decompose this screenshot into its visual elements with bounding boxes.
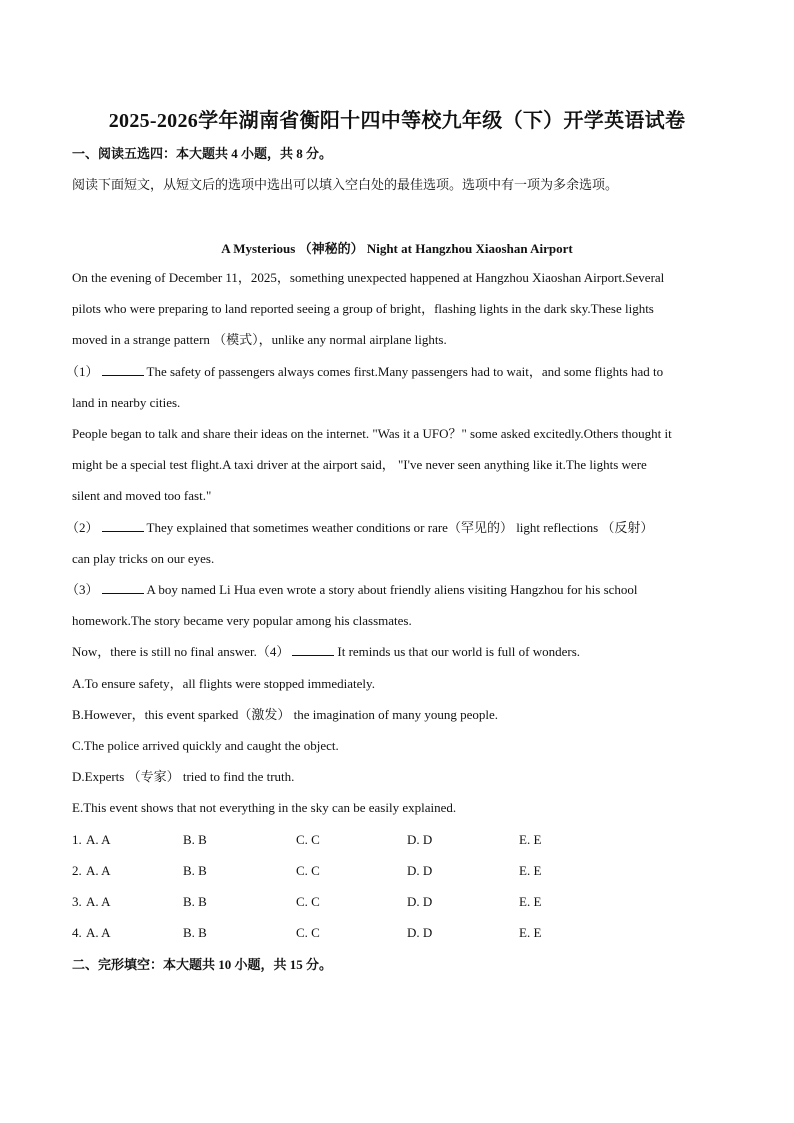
passage-line: On the evening of December 11，2025，something unexpected happened at Hangzhou Xiaoshan Airport.Several (72, 270, 665, 285)
answer-choice-e[interactable]: E. E (519, 863, 542, 878)
blank-1 (102, 363, 144, 376)
passage-line-blank-2 (66, 518, 722, 538)
passage-text: They explained that sometimes weather conditions or rare（罕见的） light reflections （反射） (146, 520, 654, 535)
blank-2 (102, 519, 144, 532)
answer-choice-c[interactable]: C. C (296, 863, 320, 878)
answer-choice-b[interactable]: B. B (183, 894, 207, 909)
answer-choice-d[interactable]: D. D (407, 925, 433, 940)
answer-choice-b[interactable]: B. B (183, 832, 207, 847)
option-b: B.However，this event sparked（激发） the imagination of many young people. (72, 707, 499, 722)
blank-label: （2） (66, 520, 99, 535)
blank-label: （4） (256, 644, 290, 659)
answer-choice-a[interactable]: A. A (86, 832, 111, 847)
passage-line: pilots who were preparing to land reported seeing a group of bright，flashing lights in the dark sky.These lights (72, 301, 654, 316)
answer-choice-d[interactable]: D. D (407, 832, 433, 847)
section2-heading: 二、完形填空：本大题共 10 小题，共 15 分。 (72, 957, 333, 972)
passage-line: might be a special test flight.A taxi driver at the airport said， "I've never seen anything like it.The lights were (72, 457, 647, 472)
passage-line: can play tricks on our eyes. (72, 551, 215, 566)
answer-choice-a[interactable]: A. A (86, 925, 111, 940)
passage-title: A Mysterious （神秘的） Night at Hangzhou Xiaoshan Airport (221, 241, 573, 256)
question-number: 2. (72, 863, 82, 878)
answer-choice-d[interactable]: D. D (407, 894, 433, 909)
passage-line: homework.The story became very popular among his classmates. (72, 613, 412, 628)
passage-line: silent and moved too fast." (72, 488, 212, 503)
answer-choice-d[interactable]: D. D (407, 863, 433, 878)
blank-4 (292, 643, 334, 656)
passage-text: A boy named Li Hua even wrote a story about friendly aliens visiting Hangzhou for his school (146, 582, 638, 597)
answer-choice-e[interactable]: E. E (519, 894, 542, 909)
answer-choice-c[interactable]: C. C (296, 832, 320, 847)
blank-label: （1） (66, 364, 99, 379)
passage-line-blank-1 (66, 362, 722, 382)
answer-choice-a[interactable]: A. A (86, 894, 111, 909)
option-c: C.The police arrived quickly and caught the object. (72, 738, 339, 753)
answer-choice-c[interactable]: C. C (296, 925, 320, 940)
option-e: E.This event shows that not everything in the sky can be easily explained. (72, 800, 457, 815)
page-title: 2025-2026学年湖南省衡阳十四中等校九年级（下）开学英语试卷 (108, 110, 686, 132)
question-number: 1. (72, 832, 82, 847)
blank-3 (102, 581, 144, 594)
passage-line-blank-4 (72, 642, 722, 662)
option-d: D.Experts （专家） tried to find the truth. (72, 769, 295, 784)
question-number: 3. (72, 894, 82, 909)
passage-text: Now，there is still no final answer. (72, 644, 257, 659)
passage-line: moved in a strange pattern （模式），unlike any normal airplane lights. (72, 332, 447, 347)
answer-choice-e[interactable]: E. E (519, 832, 542, 847)
passage-line: People began to talk and share their ideas on the internet. "Was it a UFO？" some asked excitedly.Others thought it (72, 426, 672, 441)
answer-choice-c[interactable]: C. C (296, 894, 320, 909)
answer-choice-b[interactable]: B. B (183, 925, 207, 940)
passage-text: It reminds us that our world is full of wonders. (337, 644, 581, 659)
passage-line-blank-3 (66, 580, 722, 600)
passage-text: The safety of passengers always comes first.Many passengers had to wait，and some flights had to (146, 364, 664, 379)
passage-line: land in nearby cities. (72, 395, 181, 410)
answer-choice-a[interactable]: A. A (86, 863, 111, 878)
option-a: A.To ensure safety，all flights were stopped immediately. (72, 676, 375, 691)
blank-label: （3） (66, 582, 99, 597)
question-number: 4. (72, 925, 82, 940)
answer-choice-e[interactable]: E. E (519, 925, 542, 940)
answer-choice-b[interactable]: B. B (183, 863, 207, 878)
section1-heading: 一、阅读五选四：本大题共 4 小题，共 8 分。 (72, 146, 333, 161)
section1-instruction: 阅读下面短文，从短文后的选项中选出可以填入空白处的最佳选项。选项中有一项为多余选项。 (72, 177, 619, 192)
